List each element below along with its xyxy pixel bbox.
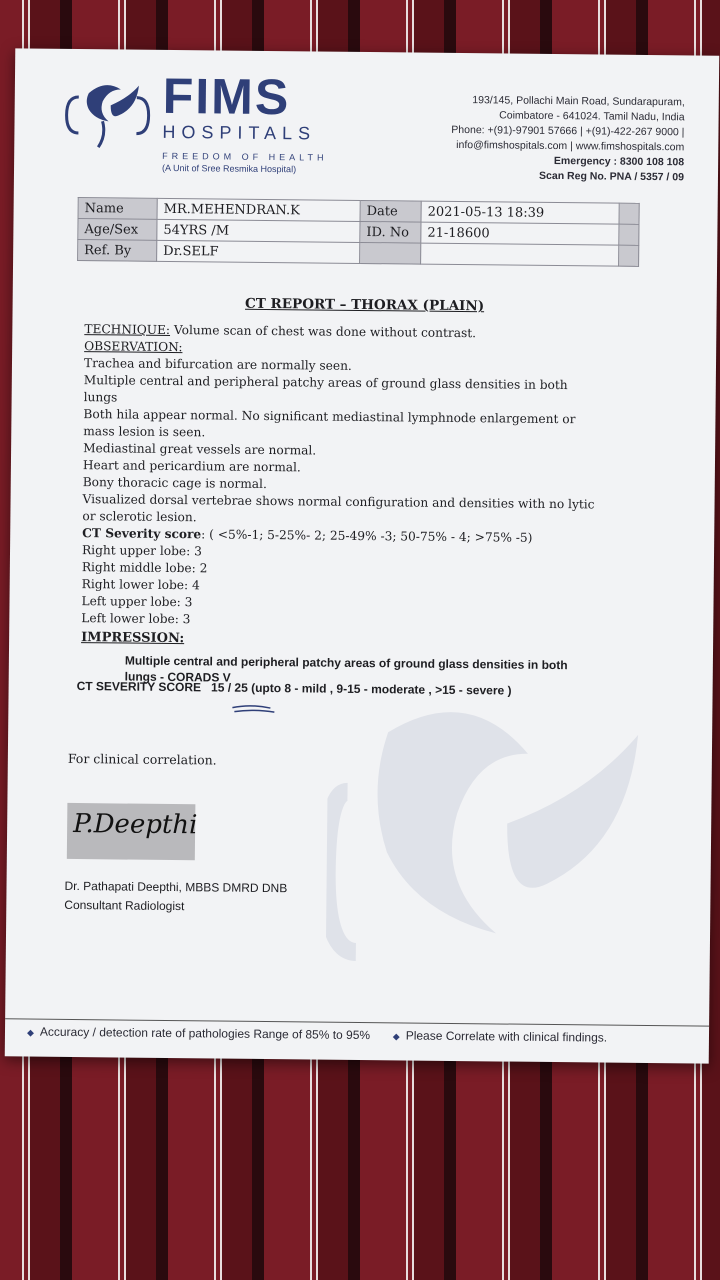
observation-line: Mediastinal great vessels are normal. bbox=[83, 441, 317, 458]
diamond-bullet-icon: ◆ bbox=[26, 1027, 34, 1038]
scan-reg-line: Scan Reg No. PNA / 5357 / 09 bbox=[539, 169, 685, 184]
ref-label: Ref. By bbox=[78, 240, 157, 262]
report-paper bbox=[5, 48, 720, 1063]
lobe-score: Left upper lobe: 3 bbox=[81, 594, 193, 610]
patient-id: 21-18600 bbox=[421, 222, 619, 245]
pen-mark-icon bbox=[230, 704, 276, 714]
lobe-score: Right lower lobe: 4 bbox=[81, 577, 200, 593]
patient-age: 54YRS /M bbox=[157, 219, 360, 242]
signature: P.Deepthi bbox=[73, 808, 198, 841]
technique-text: Volume scan of chest was done without contrast. bbox=[170, 322, 477, 341]
observation-line: Heart and pericardium are normal. bbox=[82, 458, 301, 475]
report-body bbox=[81, 321, 605, 689]
brand-tagline: FREEDOM OF HEALTH bbox=[162, 150, 328, 163]
observation-label: OBSERVATION: bbox=[84, 339, 183, 355]
address-line1: 193/145, Pollachi Main Road, Sundarapuram, bbox=[472, 94, 685, 109]
table-cell-empty bbox=[619, 245, 639, 266]
doctor-block bbox=[64, 877, 287, 917]
date-label: Date bbox=[360, 200, 421, 222]
address-line2: Coimbatore - 641024. Tamil Nadu, India bbox=[499, 109, 685, 124]
patient-table bbox=[77, 197, 640, 267]
observation-line: Trachea and bifurcation are normally seen. bbox=[83, 356, 352, 373]
patient-name: MR.MEHENDRAN.K bbox=[157, 198, 360, 221]
lobe-score: Left lower lobe: 3 bbox=[81, 611, 191, 627]
lobe-score: Right middle lobe: 2 bbox=[81, 560, 208, 576]
doctor-name: Dr. Pathapati Deepthi, MBBS DMRD DNB bbox=[64, 878, 288, 896]
watermark-logo-icon bbox=[325, 692, 658, 1015]
hospital-address bbox=[451, 93, 685, 185]
impression-label: IMPRESSION: bbox=[81, 630, 185, 647]
observation-line: Bony thoracic cage is normal. bbox=[82, 475, 267, 491]
severity-scale: : ( <5%-1; 5-25%- 2; 25-49% -3; 50-75% - 4; >75% -5) bbox=[201, 527, 533, 545]
ct-severity-value: 15 / 25 (upto 8 - mild , 9-15 - moderate , >15 - severe ) bbox=[211, 680, 512, 698]
ct-severity-label: CT SEVERITY SCORE bbox=[76, 679, 202, 695]
observation-line: Multiple central and peripheral patchy areas of ground glass densities in both lungs bbox=[83, 373, 568, 405]
brand-name: FIMS bbox=[162, 67, 291, 126]
report-title: CT REPORT – THORAX (PLAIN) bbox=[245, 295, 485, 315]
id-label: ID. No bbox=[360, 221, 421, 243]
diamond-bullet-icon: ◆ bbox=[392, 1031, 400, 1042]
impression-text: Multiple central and peripheral patchy areas of ground glass densities in both lungs - CORADS V bbox=[124, 653, 568, 685]
age-label: Age/Sex bbox=[78, 219, 157, 241]
brand-sub: HOSPITALS bbox=[162, 121, 317, 144]
emergency-line: Emergency : 8300 108 108 bbox=[553, 154, 685, 169]
brand-block bbox=[162, 67, 328, 175]
footer-note1: Accuracy / detection rate of pathologies Range of 85% to 95% bbox=[39, 1024, 371, 1043]
table-cell-empty bbox=[619, 203, 639, 224]
phone-line: Phone: +(91)-97901 57666 | +(91)-422-267 9000 | bbox=[451, 123, 685, 139]
report-date: 2021-05-13 18:39 bbox=[421, 201, 619, 224]
table-cell-empty bbox=[619, 224, 639, 245]
footer-note2: Please Correlate with clinical findings. bbox=[405, 1028, 608, 1045]
table-cell-empty bbox=[360, 242, 421, 264]
brand-unit: (A Unit of Sree Resmika Hospital) bbox=[162, 162, 297, 175]
lobe-score: Right upper lobe: 3 bbox=[81, 543, 202, 559]
referred-by: Dr.SELF bbox=[157, 240, 360, 263]
clinical-note: For clinical correlation. bbox=[67, 750, 217, 768]
severity-label: CT Severity score bbox=[82, 526, 202, 542]
name-label: Name bbox=[78, 198, 157, 220]
observation-line: Visualized dorsal vertebrae shows normal configuration and densities with no lytic or sclerotic lesion. bbox=[82, 492, 595, 525]
footer bbox=[27, 1025, 607, 1045]
fims-logo-icon bbox=[58, 75, 155, 156]
table-cell-empty bbox=[421, 243, 619, 266]
web-line: info@fimshospitals.com | www.fimshospitals.com bbox=[456, 138, 685, 154]
observation-line: Both hila appear normal. No significant mediastinal lymphnode enlargement or mass lesion is seen. bbox=[83, 407, 576, 440]
doctor-title: Consultant Radiologist bbox=[64, 897, 185, 914]
technique-label: TECHNIQUE: bbox=[84, 322, 171, 337]
